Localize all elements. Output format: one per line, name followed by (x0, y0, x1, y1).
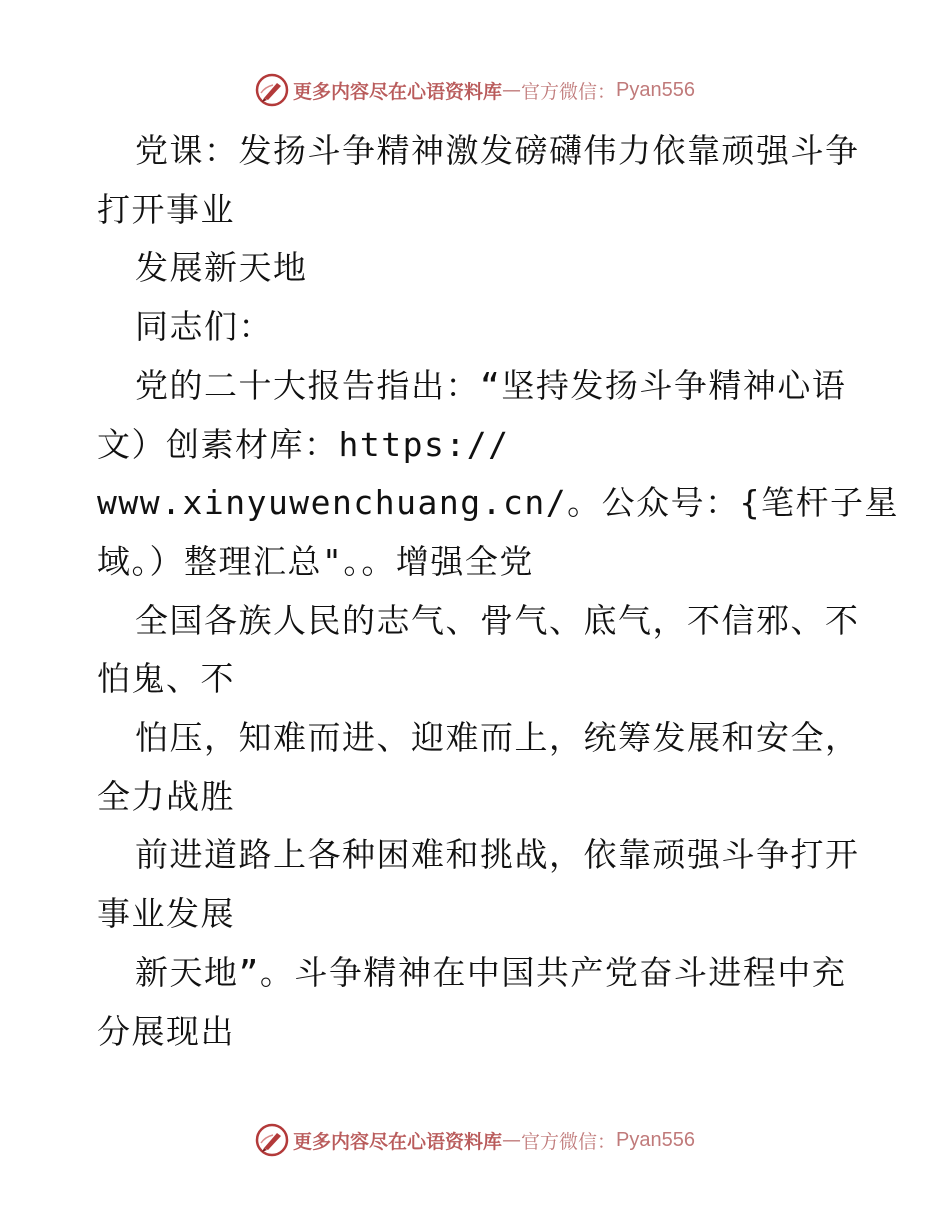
text-line: 党的二十大报告指出：“坚持发扬斗争精神心语 (135, 365, 847, 405)
text-line: 怕压，知难而进、迎难而上，统筹发展和安全， (135, 718, 860, 758)
banner-title: 更多内容尽在心语资料库 (293, 80, 503, 103)
text-line: 全力战胜 (97, 776, 235, 816)
text-line: 域。）整理汇总"。。增强全党 (97, 541, 534, 581)
banner-wechat-label: 官方微信： (521, 1130, 617, 1153)
text-line: 同志们： (135, 307, 273, 347)
banner-wechat-label: 官方微信： (521, 80, 617, 103)
text-line: 分展现出 (97, 1011, 235, 1051)
text-line: 事业发展 (97, 894, 235, 934)
text-line: 前进道路上各种困难和挑战，依靠顽强斗争打开 (135, 835, 860, 875)
banner-wechat-id: Pyan556 (616, 1128, 695, 1151)
text-line: 怕鬼、不 (97, 659, 235, 699)
banner-wechat-id: Pyan556 (616, 78, 695, 101)
document-body (97, 122, 899, 1061)
footer-banner (0, 1120, 950, 1160)
banner-dash: — (502, 79, 522, 101)
banner-dash: — (502, 1129, 522, 1151)
text-line: 党课：发扬斗争精神激发磅礴伟力依靠顽强斗争 (135, 131, 860, 170)
banner-title: 更多内容尽在心语资料库 (293, 1130, 503, 1153)
pen-logo-icon (255, 73, 289, 107)
text-line: 发展新天地 (135, 248, 308, 288)
text-line: 文）创素材库：https:// (97, 424, 510, 464)
text-line: www.xinyuwenchuang.cn/。公众号：{笔杆子星 (97, 483, 899, 523)
text-line: 全国各族人民的志气、骨气、底气，不信邪、不 (135, 600, 860, 640)
pen-logo-icon (255, 1123, 289, 1157)
text-line: 新天地”。斗争精神在中国共产党奋斗进程中充 (135, 952, 847, 992)
text-line: 打开事业 (97, 189, 235, 229)
header-banner (0, 70, 950, 110)
